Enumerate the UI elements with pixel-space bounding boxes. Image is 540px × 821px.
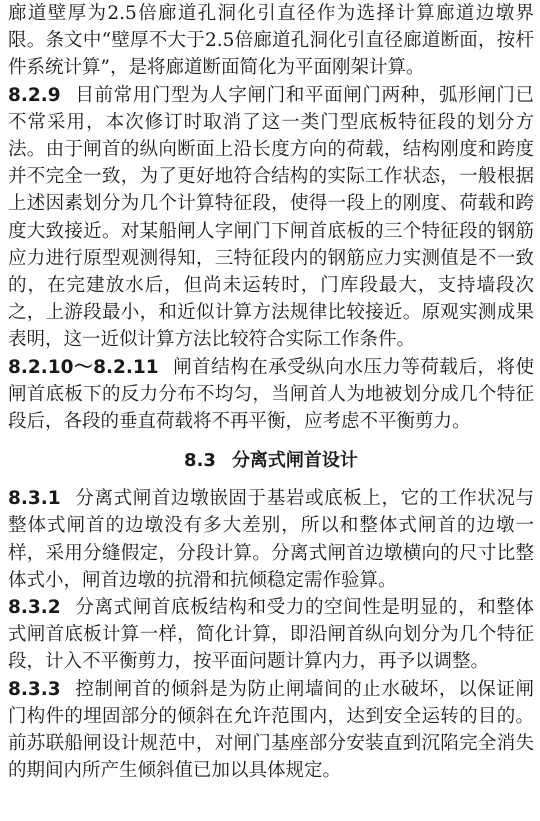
paragraph-continued [8,0,534,82]
section-number: 8.3 [184,450,216,472]
clause-8-2-10-11 [8,354,534,436]
document-page [8,0,534,784]
clause-number: 8.3.2 [8,597,61,619]
clause-text: 分离式闸首底板结构和受力的空间性是明显的，和整体式闸首底板计算一样，简化计算，即沿闸首纵向划分为几个特征段，计入不平衡剪力，按平面问题计算内力，再予以调整。 [8,597,534,673]
clause-number: 8.3.3 [8,678,61,700]
clause-text: 分离式闸首边墩嵌固于基岩或底板上，它的工作状况与整体式闸首的边墩没有多大差别，所以和整体式闸首的边墩一样，采用分缝假定，分段计算。分离式闸首边墩横向的尺寸比整体式小，闸首边墩的抗滑和抗倾稳定需作验算。 [8,488,534,591]
section-heading [8,449,534,473]
clause-text: 控制闸首的倾斜是为防止闸墙间的止水破坏，以保证闸门构件的埋固部分的倾斜在允许范围内，达到安全运转的目的。前苏联船闸设计规范中，对闸门基座部分安装直到沉陷完全消失的期间内所产生倾斜值已加以具体规定。 [8,678,534,782]
paragraph-text: 廊道壁厚为2.5倍廊道孔洞化引直径作为选择计算廊道边墩界限。条文中“壁厚不大于2.5倍廊道孔洞化引直径廊道断面，按杆件系统计算”，是将廊道断面简化为平面刚架计算。 [8,3,534,79]
clause-8-3-1 [8,485,534,594]
section-title-text: 分离式闸首设计 [231,450,358,472]
clause-8-3-2 [8,594,534,676]
clause-text: 目前常用门型为人字闸门和平面闸门两种，弧形闸门已不常采用，本次修订时取消了这一类门型底板特征段的划分方法。由于闸首的纵向断面上沿长度方向的荷载，结构刚度和跨度并不完全一致，为了更好地符合结构的实际工作状态，一般根据上述因素划分为几个计算特征段，使得一段上的刚度、荷载和跨度大致接近。对某船闸人字闸门下闸首底板的三个特征段的钢筋应力进行原型观测得知，三特征段内的钢筋应力实测值是不一致的，在完建放水后，但尚未运转时，门库段最大，支持墙段次之，上游段最小，和近似计算方法规律比较接近。原观实测成果表明，这一近似计算方法比较符合实际工作条件。 [8,84,534,351]
clause-text: 闸首结构在承受纵向水压力等荷载后，将使闸首底板下的反力分布不均匀，当闸首人为地被划分成几个特征段后，各段的垂直荷载将不再平衡，应考虑不平衡剪力。 [8,356,534,433]
clause-8-3-3 [8,676,534,785]
clause-number: 8.2.9 [8,84,61,106]
clause-8-2-9 [8,82,534,354]
clause-number: 8.2.10～8.2.11 [8,356,159,378]
clause-number: 8.3.1 [8,488,61,510]
